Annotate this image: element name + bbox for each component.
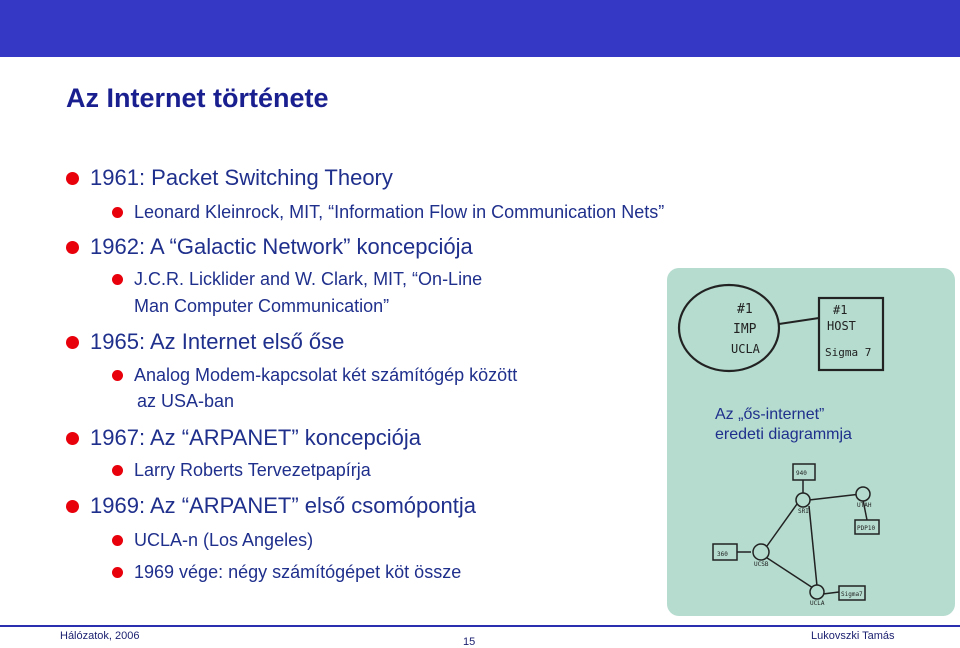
sub-bullet-item (134, 202, 664, 223)
node-label-940: 940 (796, 470, 807, 477)
bullet-dot-icon (66, 336, 79, 349)
node-label-sigma7: Sigma7 (841, 591, 863, 598)
bullet-text: Analog Modem-kapcsolat két számítógép között (134, 365, 518, 385)
footer-author: Lukovszki Tamás (811, 630, 895, 642)
bullet-item (90, 329, 344, 354)
bullet-text: 1965: Az Internet első őse (90, 329, 345, 354)
imp-circle (679, 285, 779, 371)
bullet-dot-icon (112, 535, 123, 546)
sub-bullet-item (134, 530, 313, 551)
footer-divider (0, 625, 960, 627)
bullet-dot-icon (112, 207, 123, 218)
sub-bullet-item (134, 269, 482, 290)
arpanet-diagram-panel (667, 268, 955, 616)
node-label-360: 360 (717, 551, 728, 558)
bullet-item (90, 165, 393, 190)
node-label-ucla: UCLA (810, 600, 825, 607)
bullet-text: az USA-ban (137, 391, 235, 411)
bullet-dot-icon (66, 172, 79, 185)
network-nodes (713, 464, 879, 600)
bullet-text: 1962: A “Galactic Network” koncepciója (90, 234, 473, 259)
footer-course: Hálózatok, 2006 (60, 630, 140, 642)
header-band (0, 0, 960, 57)
sub-bullet-continuation (137, 391, 234, 412)
host-label-2: HOST (827, 319, 856, 333)
imp-host-link (779, 318, 819, 324)
node-label-ucsb: UCSB (754, 561, 769, 568)
bullet-dot-icon (66, 500, 79, 513)
bullet-text: Man Computer Communication” (134, 296, 390, 316)
bullet-text: 1969 vége: négy számítógépet köt össze (134, 562, 462, 582)
bullet-item (90, 425, 421, 450)
bullet-dot-icon (66, 432, 79, 445)
bullet-dot-icon (66, 241, 79, 254)
host-box (819, 298, 883, 370)
bullet-item (90, 493, 476, 518)
bullet-text: 1969: Az “ARPANET” első csomópontja (90, 493, 476, 518)
caption-line: Az „ős-internet” (715, 406, 825, 423)
node-label-sri: SRI (798, 508, 809, 515)
bullet-item (90, 234, 473, 259)
imp-label-1: #1 (737, 302, 753, 317)
diagram-caption (715, 405, 935, 445)
host-label-1: #1 (833, 303, 848, 317)
bullet-dot-icon (112, 567, 123, 578)
host-label-3: Sigma 7 (825, 346, 872, 359)
sub-bullet-item (134, 460, 371, 481)
slide-title: Az Internet története (66, 83, 329, 113)
page-number: 15 (463, 636, 476, 648)
caption-line: eredeti diagrammja (715, 426, 852, 443)
bullet-text: UCLA-n (Los Angeles) (134, 530, 314, 550)
sub-bullet-item (134, 562, 461, 583)
imp-label-2: IMP (733, 322, 757, 337)
bullet-dot-icon (112, 370, 123, 381)
sub-bullet-item (134, 365, 517, 386)
sub-bullet-continuation (134, 296, 389, 317)
node-label-utah: UTAH (857, 502, 872, 509)
bullet-text: Leonard Kleinrock, MIT, “Information Flow in Communication Nets” (134, 202, 665, 222)
bullet-dot-icon (112, 274, 123, 285)
bullet-text: 1961: Packet Switching Theory (90, 165, 393, 190)
bullet-text: 1967: Az “ARPANET” koncepciója (90, 425, 421, 450)
bullet-text: Larry Roberts Tervezetpapírja (134, 460, 371, 480)
imp-label-3: UCLA (731, 342, 760, 356)
bullet-dot-icon (112, 465, 123, 476)
bullet-text: J.C.R. Licklider and W. Clark, MIT, “On-Line (134, 269, 483, 289)
node-label-pdp10: PDP10 (857, 525, 876, 532)
